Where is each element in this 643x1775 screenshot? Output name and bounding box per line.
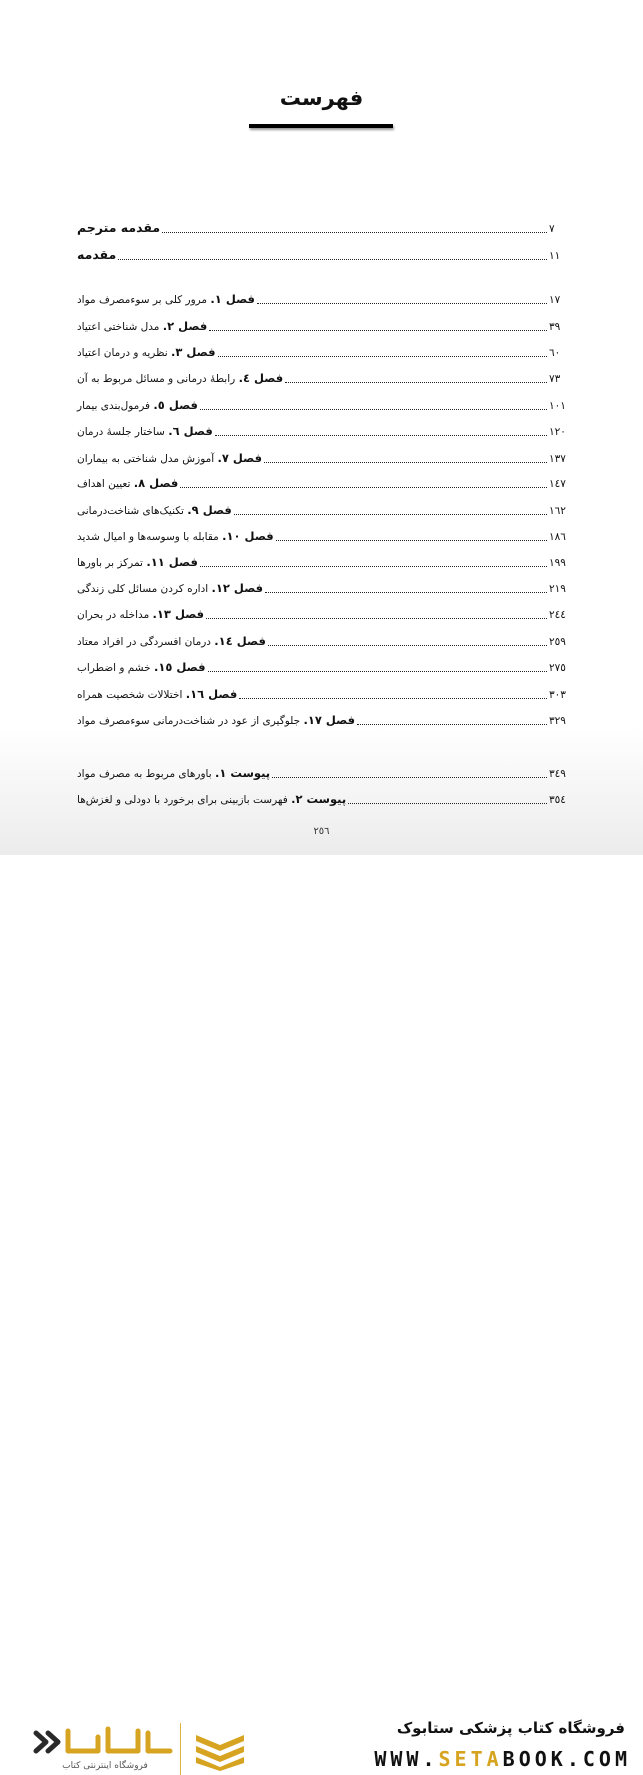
toc-page-number: ٦٠	[549, 347, 561, 359]
toc-entry-chapter: فصل ١٦.	[185, 687, 238, 701]
toc-entry	[75, 629, 569, 649]
toc-leader-dots	[180, 486, 547, 488]
toc-entry	[75, 366, 569, 386]
toc-leader-dots	[215, 434, 547, 436]
toc-entry	[75, 602, 569, 622]
store-footer	[0, 855, 643, 1771]
toc-entry-title	[75, 248, 116, 263]
toc-entry	[75, 682, 569, 702]
toc-entry-title	[75, 319, 207, 334]
toc-page-number: ٣٢٩	[549, 715, 566, 727]
toc-page-number: ١٣٧	[549, 453, 566, 465]
toc-entry-chapter: فصل ١١.	[146, 555, 198, 569]
toc-page-number: ١٧	[549, 294, 561, 306]
toc-entry-chapter: فصل ١٧.	[303, 713, 356, 727]
toc-entry-text: مقابله با وسوسه‌ها و امیال شدید	[77, 531, 223, 543]
toc-entry-title	[75, 713, 355, 728]
toc-entry-text: رابطهٔ درمانی و مسائل مربوط به آن	[77, 373, 239, 385]
toc-entry-text: درمان افسردگی در افراد معتاد	[77, 636, 215, 648]
toc-entry	[75, 393, 569, 413]
toc-leader-dots	[285, 381, 547, 383]
toc-entry-title	[75, 476, 178, 491]
toc-entry-text: مقدمه مترجم	[77, 220, 161, 235]
toc-entry-chapter: فصل ٦.	[168, 424, 213, 438]
toc-page-number: ٣٥٤	[549, 794, 566, 806]
toc-entry-title	[75, 529, 274, 544]
page-title: فهرست	[279, 86, 364, 110]
toc-leader-dots	[162, 231, 547, 233]
toc-leader-dots	[218, 355, 547, 357]
toc-entry	[75, 243, 569, 263]
table-of-contents	[0, 0, 643, 855]
toc-entry-text: مدل شناختی اعتیاد	[77, 321, 163, 333]
toc-entry	[75, 419, 569, 439]
toc-entry	[75, 761, 569, 781]
toc-entry	[75, 576, 569, 596]
toc-entry	[75, 314, 569, 334]
toc-entry-title	[75, 292, 255, 307]
toc-entry-title	[75, 634, 266, 649]
book-stack-icon	[192, 1731, 248, 1771]
toc-leader-dots	[268, 644, 547, 646]
toc-entry	[75, 287, 569, 307]
toc-entry-title	[75, 792, 346, 807]
toc-page-number: ٢٧٥	[549, 662, 566, 674]
toc-page-number: ٢٤٤	[549, 609, 566, 621]
toc-entry-text: تکنیک‌های شناخت‌درمانی	[77, 505, 188, 517]
toc-entry-text: اختلالات شخصیت همراه	[77, 689, 186, 701]
toc-page-number: ٢١٩	[549, 583, 566, 595]
store-name: فروشگاه کتاب پزشکی ستابوک	[396, 1719, 625, 1737]
toc-page-number: ١٢٠	[549, 426, 566, 438]
toc-entry-chapter: فصل ١.	[210, 292, 255, 306]
toc-leader-dots	[357, 723, 547, 725]
toc-leader-dots	[200, 565, 547, 567]
toc-entry-title	[75, 371, 283, 386]
toc-entry-chapter: فصل ٧.	[217, 451, 263, 465]
toc-entry-title	[75, 660, 206, 675]
toc-page-number: ٢٥٩	[549, 636, 566, 648]
toc-page-number: ٧٣	[549, 373, 561, 385]
toc-entry-title	[75, 345, 216, 360]
toc-entry-text: مرور کلی بر سوءمصرف مواد	[77, 294, 211, 306]
toc-leader-dots	[118, 258, 547, 260]
toc-entry-text: مداخله در بحران	[77, 609, 153, 621]
toc-entry	[75, 708, 569, 728]
toc-entry-text: مقدمه	[77, 247, 117, 262]
url-suffix: BOOK.COM	[502, 1747, 631, 1771]
page-number: ٢٥٦	[313, 826, 330, 837]
toc-page-number: ٣٤٩	[549, 768, 566, 780]
store-url[interactable]	[374, 1747, 631, 1771]
toc-entry-text: ساختار جلسهٔ درمان	[77, 426, 169, 438]
toc-entry-chapter: فصل ١٢.	[211, 581, 264, 595]
toc-entry	[75, 787, 569, 807]
toc-entry-chapter: فصل ١٣.	[152, 607, 205, 621]
toc-entry-text: باورهای مربوط به مصرف مواد	[77, 768, 215, 780]
toc-entry	[75, 216, 569, 236]
toc-entry	[75, 471, 569, 491]
toc-entry-text: خشم و اضطراب	[77, 662, 154, 674]
toc-entry	[75, 498, 569, 518]
toc-entry-text: فهرست بازبینی برای برخورد با دودلی و لغزش‌ها	[77, 794, 292, 806]
toc-entry-title	[75, 607, 204, 622]
toc-entry-text: اداره کردن مسائل کلی زندگی	[77, 583, 212, 595]
toc-page-number: ١٦٢	[549, 505, 566, 517]
toc-page-number: ١٤٧	[549, 478, 566, 490]
toc-entry-title	[75, 503, 232, 518]
toc-entry-title	[75, 555, 198, 570]
toc-leader-dots	[208, 670, 547, 672]
url-accent: SETA	[438, 1747, 503, 1771]
toc-leader-dots	[209, 329, 547, 331]
toc-entry-chapter: پیوست ٢.	[291, 792, 347, 806]
toc-entry-chapter: فصل ١٠.	[222, 529, 274, 543]
url-prefix: WWW.	[374, 1747, 439, 1771]
toc-entry-text: جلوگیری از عود در شناخت‌درمانی سوءمصرف مواد	[77, 715, 304, 727]
toc-page-number: ٧	[549, 223, 555, 235]
toc-entry-title	[75, 221, 160, 236]
toc-entry-text: آموزش مدل شناختی به بیماران	[77, 453, 218, 465]
toc-entry-chapter: فصل ٤.	[238, 371, 284, 385]
logo-subtitle: فروشگاه اینترنتی کتاب	[62, 1761, 148, 1771]
toc-leader-dots	[234, 513, 547, 515]
toc-entry-chapter: فصل ٥.	[153, 398, 198, 412]
toc-page-number: ٣٩	[549, 321, 561, 333]
toc-entry-chapter: فصل ٣.	[170, 345, 216, 359]
logo-divider	[180, 1723, 181, 1775]
toc-page-number: ١١	[549, 250, 561, 262]
toc-page-number: ١٠١	[549, 400, 566, 412]
toc-leader-dots	[276, 539, 547, 541]
toc-entry	[75, 655, 569, 675]
book-page	[0, 0, 643, 855]
toc-page-number: ٣٠٣	[549, 689, 566, 701]
toc-page-number: ١٨٦	[549, 531, 566, 543]
toc-leader-dots	[206, 617, 547, 619]
toc-entry-chapter: فصل ٩.	[187, 503, 232, 517]
toc-entry-chapter: پیوست ١.	[214, 766, 271, 780]
toc-leader-dots	[272, 776, 547, 778]
toc-leader-dots	[200, 408, 547, 410]
toc-entry-text: تعیین اهداف	[77, 478, 134, 490]
toc-entry-title	[75, 766, 270, 781]
toc-entry-chapter: فصل ١٥.	[153, 660, 206, 674]
toc-page-number: ١٩٩	[549, 557, 566, 569]
toc-entry-title	[75, 398, 198, 413]
toc-entry-chapter: فصل ٢.	[162, 319, 208, 333]
toc-entry-title	[75, 581, 263, 596]
toc-leader-dots	[348, 802, 547, 804]
setabook-logo-icon	[28, 1721, 178, 1763]
toc-leader-dots	[239, 697, 547, 699]
toc-leader-dots	[264, 461, 547, 463]
toc-entry	[75, 446, 569, 466]
toc-entry-title	[75, 424, 213, 439]
toc-entry-text: فرمول‌بندی بیمار	[77, 400, 154, 412]
toc-entry-title	[75, 451, 262, 466]
toc-leader-dots	[257, 302, 547, 304]
toc-entry	[75, 524, 569, 544]
toc-leader-dots	[265, 591, 547, 593]
toc-entry-text: نظریه و درمان اعتیاد	[77, 347, 171, 359]
toc-entry-text: تمرکز بر باورها	[77, 557, 147, 569]
toc-entry-chapter: فصل ٨.	[133, 476, 179, 490]
toc-entry-chapter: فصل ١٤.	[214, 634, 266, 648]
toc-entry	[75, 340, 569, 360]
toc-entry	[75, 550, 569, 570]
toc-entry-title	[75, 687, 237, 702]
